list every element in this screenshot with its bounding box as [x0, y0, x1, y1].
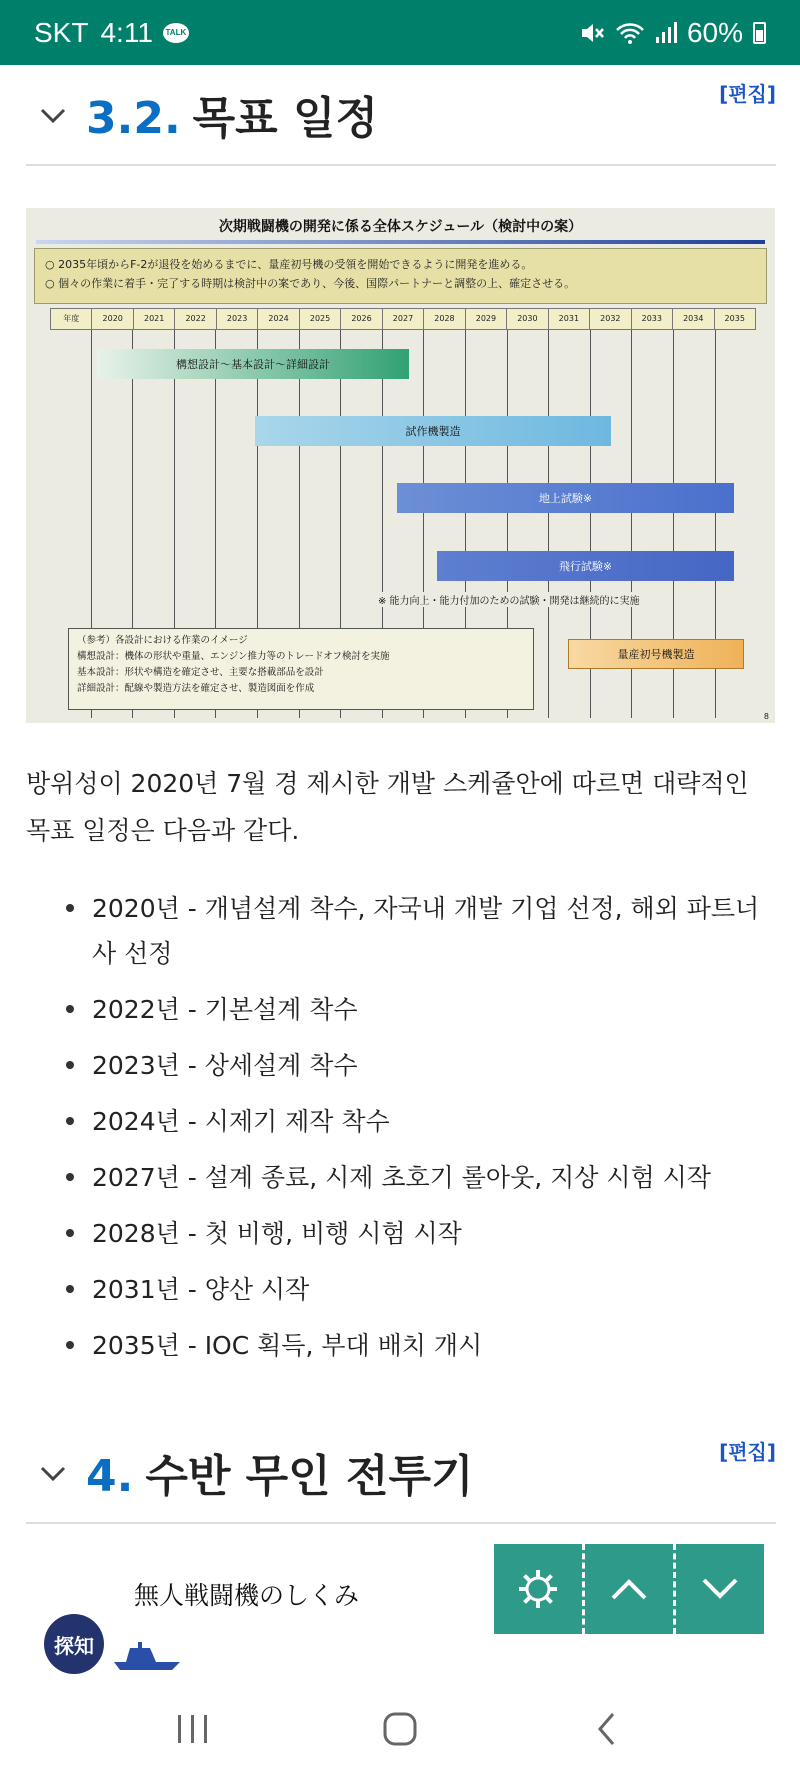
section-title-text: 목표 일정 [192, 93, 379, 144]
figure-page-number: 8 [763, 712, 769, 721]
year-cell: 2022 [175, 309, 216, 329]
divider [26, 164, 776, 166]
year-cell: 2032 [590, 309, 631, 329]
figure-title: 次期戦闘機の開発に係る全体スケジュール（検討中の案） [218, 219, 583, 235]
figure-notes [34, 248, 767, 304]
section-number: 3.2. [86, 93, 181, 144]
divider [26, 1522, 776, 1524]
edit-link[interactable]: [편집] [719, 82, 776, 106]
section-title [86, 82, 378, 146]
bar-design: 構想設計～基本設計～詳細設計 [97, 349, 409, 379]
collapse-chevron-icon[interactable] [40, 1460, 66, 1490]
list-item: 2023년 - 상세설계 착수 [62, 1043, 772, 1088]
back-button[interactable] [577, 1699, 637, 1759]
list-item: 2027년 - 설계 종료, 시제 초호기 롤아웃, 지상 시험 시작 [62, 1155, 772, 1200]
reference-line: 構想設計：機体の形状や重量、エンジン推力等のトレードオフ検討を実施 [77, 651, 390, 662]
title-underline [36, 240, 765, 244]
mute-icon [579, 21, 605, 45]
bar-production: 量産初号機製造 [568, 639, 744, 669]
year-cell: 2024 [258, 309, 299, 329]
back-icon [595, 1711, 619, 1747]
signal-icon [655, 21, 677, 45]
floating-controls [494, 1544, 764, 1634]
embed-image-title: 無人戦闘機のしくみ [134, 1581, 360, 1610]
section-title [86, 1440, 474, 1504]
intro-paragraph: 방위성이 2020년 7월 경 제시한 개발 스케쥴안에 따르면 대략적인 목표 일정은 다음과 같다. [26, 769, 749, 845]
schedule-figure[interactable] [26, 208, 775, 723]
home-icon [382, 1711, 418, 1747]
bar-ground-test: 地上試験※ [397, 483, 734, 513]
year-header-row [50, 308, 756, 330]
reference-line: 詳細設計：配線や製造方法を確定させ、製造図面を作成 [77, 683, 315, 694]
list-item: 2020년 - 개념설계 착수, 자국내 개발 기업 선정, 해외 파트너사 선정 [62, 886, 772, 976]
year-cell: 2034 [673, 309, 714, 329]
year-cell: 2026 [341, 309, 382, 329]
year-cell: 2021 [134, 309, 175, 329]
edit-link[interactable]: [편집] [719, 1440, 776, 1464]
ship-illustration-icon [110, 1640, 190, 1672]
battery-icon [753, 22, 766, 44]
chevron-down-icon [700, 1576, 740, 1602]
list-item: 2022년 - 기본설계 착수 [62, 987, 772, 1032]
year-cell: 2025 [300, 309, 341, 329]
scroll-up-button[interactable] [585, 1544, 676, 1634]
note-line: ○ 個々の作業に着手・完了する時期は検討中の案であり、今後、国際パートナーと調整の上、確定させる。 [45, 277, 576, 290]
collapse-chevron-icon[interactable] [40, 102, 66, 132]
year-cell: 2028 [424, 309, 465, 329]
bar-flight-test: 飛行試験※ [437, 551, 734, 581]
year-cell: 2020 [92, 309, 133, 329]
list-item: 2035년 - IOC 획득, 부대 배치 개시 [62, 1323, 772, 1368]
carrier-label: SKT [34, 16, 89, 48]
reference-box [68, 628, 534, 710]
section-title-text: 수반 무인 전투기 [145, 1451, 474, 1502]
kakaotalk-notification-icon: TALK [163, 23, 189, 43]
timeline-list [62, 886, 772, 1379]
list-item: 2024년 - 시제기 제작 착수 [62, 1099, 772, 1144]
bar-prototype: 試作機製造 [255, 416, 611, 446]
year-cell: 2031 [549, 309, 590, 329]
chevron-up-icon [609, 1576, 649, 1602]
reference-line: 基本設計：形状や構造を確定させ、主要な搭載部品を設計 [77, 667, 324, 678]
home-button[interactable] [370, 1699, 430, 1759]
status-bar [0, 0, 800, 65]
chart-footnote: ※ 能力向上・能力付加のための試験・開発は継続的に実施 [378, 592, 640, 607]
scroll-down-button[interactable] [676, 1544, 764, 1634]
list-item: 2028년 - 첫 비행, 비행 시험 시작 [62, 1211, 772, 1256]
gantt-chart [50, 308, 756, 718]
list-item: 2031년 - 양산 시작 [62, 1267, 772, 1312]
gear-icon [515, 1566, 561, 1612]
year-cell: 2035 [724, 314, 745, 323]
reference-line: （参考）各設計における作業のイメージ [77, 635, 248, 646]
system-navigation-bar [0, 1680, 800, 1778]
year-cell: 2023 [217, 309, 258, 329]
settings-button[interactable] [494, 1544, 585, 1634]
note-line: ○ 2035年頃からF-2が退役を始めるまでに、量産初号機の受領を開始できるように開発を進める。 [45, 258, 533, 271]
year-header-label: 年度 [51, 309, 92, 329]
year-cell: 2030 [507, 309, 548, 329]
section-heading-4 [26, 1424, 776, 1524]
wifi-icon [615, 21, 645, 45]
recent-apps-button[interactable] [163, 1699, 223, 1759]
detection-badge: 探知 [44, 1614, 104, 1674]
section-heading-3-2 [26, 66, 776, 166]
battery-percent: 60% [686, 16, 743, 48]
year-cell: 2027 [383, 309, 424, 329]
year-cell: 2029 [466, 309, 507, 329]
recent-apps-icon [175, 1713, 211, 1745]
section-number: 4. [86, 1451, 134, 1502]
clock: 4:11 [100, 16, 153, 48]
year-cell: 2033 [632, 309, 673, 329]
